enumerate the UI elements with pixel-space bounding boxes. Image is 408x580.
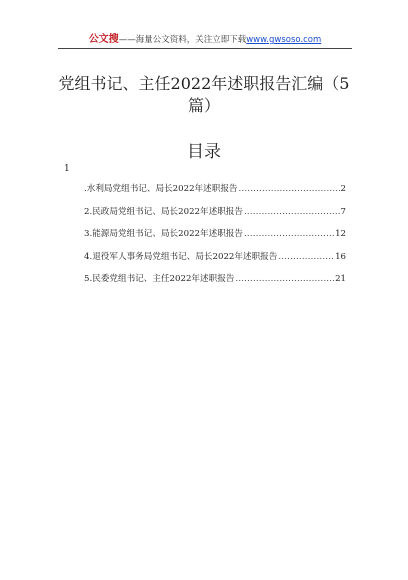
toc-entry-title: 5.民委党组书记、主任2022年述职报告 (84, 274, 235, 284)
toc-page-number: 12 (335, 229, 346, 239)
toc-dot-leader (278, 250, 334, 264)
toc-entry[interactable] (84, 250, 346, 273)
document-title: 党组书记、主任2022年述职报告汇编（5篇） (58, 74, 350, 115)
toc-dot-leader (244, 205, 340, 219)
toc-heading: 目录 (187, 142, 221, 162)
header-divider (58, 48, 352, 49)
toc-dot-leader (235, 272, 334, 286)
toc-entry[interactable] (84, 272, 346, 295)
header-website-link[interactable]: www.gwsoso.com (246, 35, 322, 45)
toc-dot-leader (239, 182, 340, 196)
toc-dot-leader (244, 227, 334, 241)
toc-entry-title: 4.退役军人事务局党组书记、局长2022年述职报告 (84, 251, 278, 262)
header-tagline: ——海量公文资料，关注立即下载 (118, 35, 247, 45)
brand-logo: 公文搜 (88, 34, 119, 45)
toc-page-number: 2 (340, 184, 346, 194)
table-of-contents (84, 182, 346, 295)
document-header (70, 33, 340, 47)
toc-entry[interactable] (84, 182, 346, 205)
toc-entry[interactable] (84, 205, 346, 228)
toc-entry-title: .水利局党组书记、局长2022年述职报告 (84, 184, 238, 194)
toc-entry[interactable] (84, 227, 346, 250)
toc-entry-title: 2.民政局党组书记、局长2022年述职报告 (84, 206, 243, 217)
toc-page-number: 7 (340, 206, 346, 217)
toc-page-number: 16 (335, 251, 346, 262)
toc-entry-title: 3.能源局党组书记、局长2022年述职报告 (84, 229, 243, 239)
toc-page-number: 21 (335, 274, 346, 284)
toc-marker: 1 (64, 164, 70, 174)
